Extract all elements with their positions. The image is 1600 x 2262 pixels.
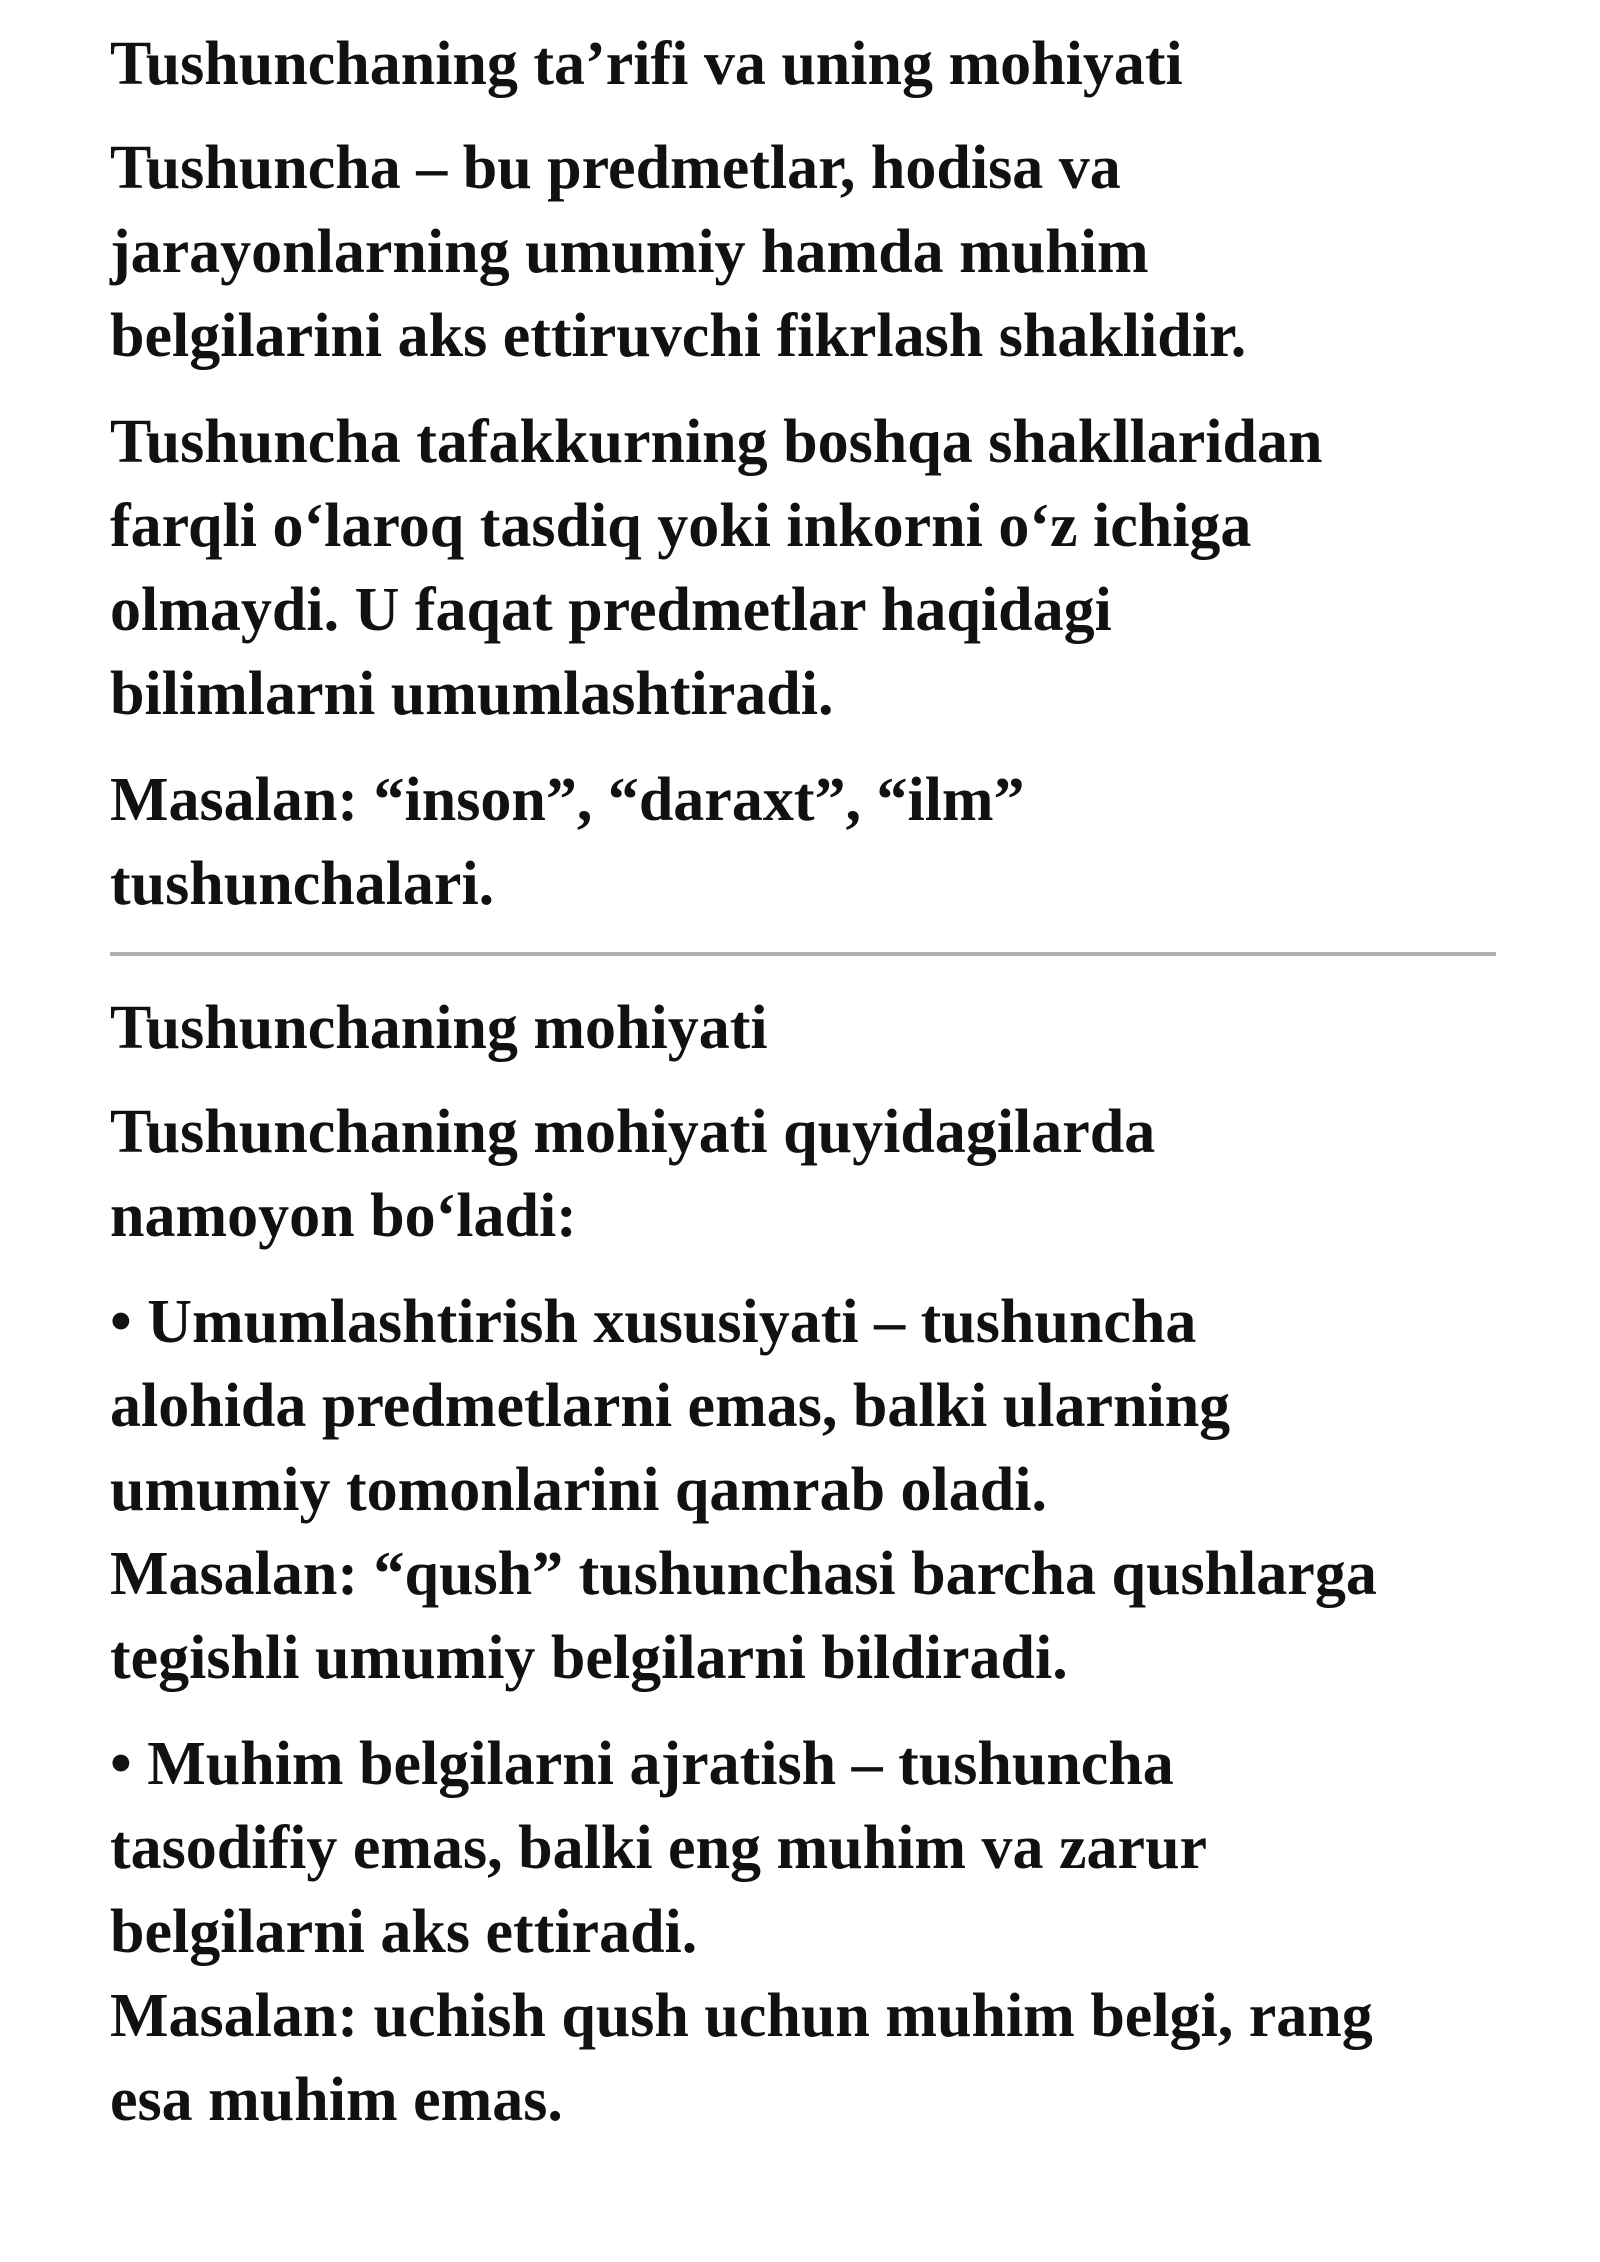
intro-paragraph — [110, 1090, 1510, 1258]
intro-line: namoyon bo‘ladi: — [110, 1182, 577, 1250]
definition-line: Tushuncha – bu predmetlar, hodisa va — [110, 134, 1121, 202]
bullet-line: esa muhim emas. — [110, 2066, 563, 2134]
bullet-line: umumiy tomonlarini qamrab oladi. — [110, 1456, 1047, 1524]
explanation-line: farqli o‘laroq tasdiq yoki inkorni o‘z ichiga — [110, 492, 1252, 560]
bullet-line: tasodifiy emas, balki eng muhim va zarur — [110, 1814, 1208, 1882]
section-heading-definition: Tushunchaning ta’rifi va uning mohiyati — [110, 30, 1183, 98]
bullet-paragraph-essential-features — [110, 1722, 1510, 2142]
intro-line: Tushunchaning mohiyati quyidagilarda — [110, 1098, 1156, 1166]
definition-line: jarayonlarning umumiy hamda muhim — [110, 218, 1149, 286]
bullet-line: • Umumlashtirish xususiyati – tushuncha — [110, 1288, 1197, 1356]
bullet-paragraph-generalization — [110, 1280, 1510, 1700]
explanation-paragraph — [110, 400, 1510, 736]
document-page — [110, 22, 1510, 2142]
explanation-line: bilimlarni umumlashtiradi. — [110, 660, 834, 728]
explanation-line: Tushuncha tafakkurning boshqa shakllaridan — [110, 408, 1323, 476]
example-paragraph — [110, 758, 1510, 926]
section-divider — [110, 952, 1496, 956]
bullet-line: belgilarni aks ettiradi. — [110, 1898, 698, 1966]
explanation-line: olmaydi. U faqat predmetlar haqidagi — [110, 576, 1112, 644]
example-line: tushunchalari. — [110, 850, 495, 918]
definition-paragraph — [110, 126, 1510, 378]
section-heading-essence: Tushunchaning mohiyati — [110, 994, 768, 1062]
bullet-line: • Muhim belgilarni ajratish – tushuncha — [110, 1730, 1174, 1798]
bullet-line: tegishli umumiy belgilarni bildiradi. — [110, 1624, 1068, 1692]
bullet-line: alohida predmetlarni emas, balki ularning — [110, 1372, 1231, 1440]
bullet-line: Masalan: “qush” tushunchasi barcha qushlarga — [110, 1540, 1377, 1608]
bullet-line: Masalan: uchish qush uchun muhim belgi, rang — [110, 1982, 1373, 2050]
example-line: Masalan: “inson”, “daraxt”, “ilm” — [110, 766, 1025, 834]
definition-line: belgilarini aks ettiruvchi fikrlash shaklidir. — [110, 302, 1247, 370]
